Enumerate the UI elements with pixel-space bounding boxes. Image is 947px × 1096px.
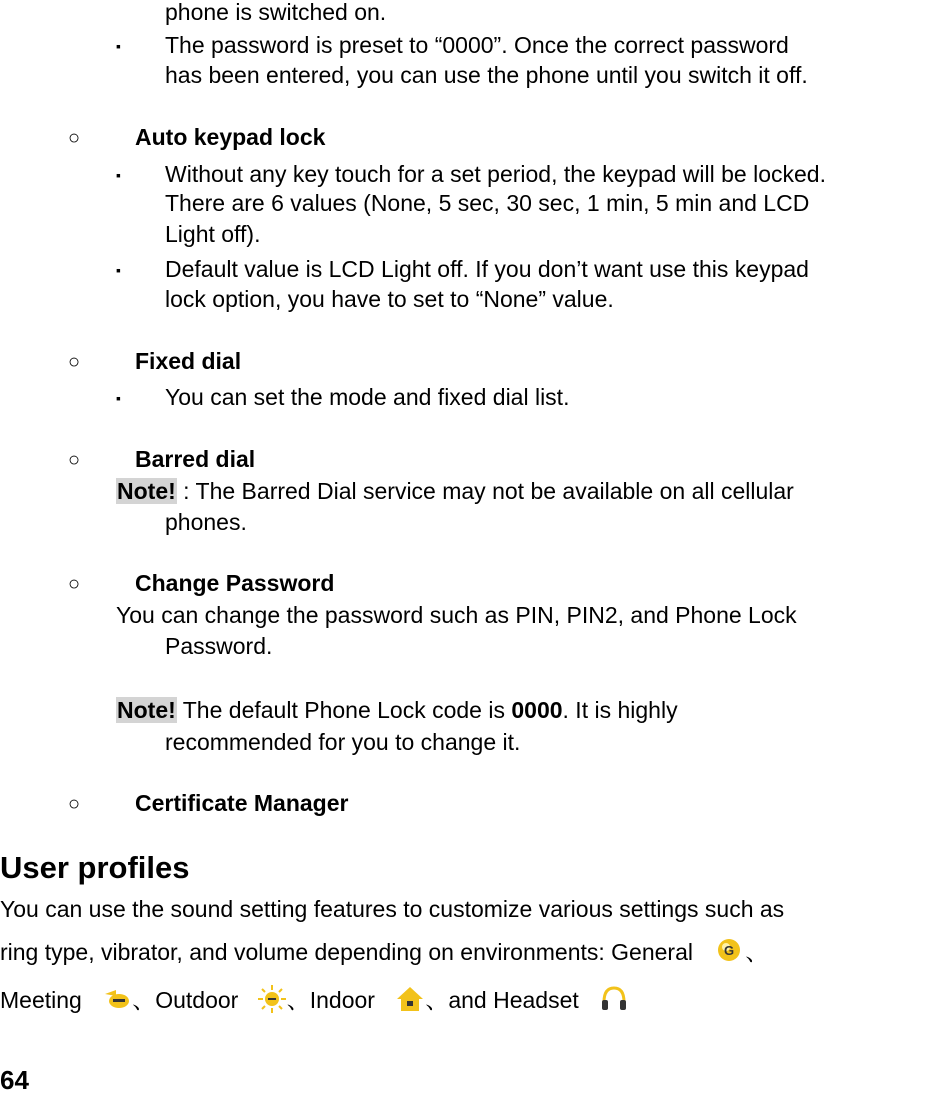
auto-keypad-lock-bullet-1-line-3: Light off). xyxy=(165,221,261,247)
headset-label: and Headset xyxy=(448,987,579,1013)
svg-text:G: G xyxy=(724,943,735,958)
square-bullet-icon: ▪ xyxy=(116,38,121,54)
circle-bullet-icon: ○ xyxy=(68,793,81,815)
barred-dial-heading: Barred dial xyxy=(135,446,256,472)
indoor-label: Indoor xyxy=(309,987,375,1013)
certificate-manager-heading: Certificate Manager xyxy=(135,790,349,816)
note-label: Note! xyxy=(117,697,176,723)
meeting-label: Meeting xyxy=(0,987,82,1013)
barred-dial-note-text: : The Barred Dial service may not be available on all cellular xyxy=(176,478,794,504)
password-bullet-line-1: The password is preset to “0000”. Once the correct password xyxy=(165,32,789,58)
fixed-dial-heading: Fixed dial xyxy=(135,348,242,374)
change-password-line-1: You can change the password such as PIN, PIN2, and Phone Lock xyxy=(116,602,797,628)
change-password-heading: Change Password xyxy=(135,570,335,596)
outdoor-sun-icon xyxy=(257,984,287,1014)
outdoor-label: Outdoor xyxy=(155,987,239,1013)
separator: 、 xyxy=(425,987,449,1013)
square-bullet-icon: ▪ xyxy=(116,167,121,183)
change-password-note-line-1 xyxy=(116,696,678,724)
meeting-profile-icon xyxy=(102,984,132,1014)
auto-keypad-lock-bullet-1-line-2: There are 6 values (None, 5 sec, 30 sec, 1 min, 5 min and LCD xyxy=(165,190,810,216)
circle-bullet-icon: ○ xyxy=(68,127,81,149)
auto-keypad-lock-bullet-2-line-1: Default value is LCD Light off. If you don’t want use this keypad xyxy=(165,256,809,282)
headset-icon xyxy=(599,984,629,1014)
auto-keypad-lock-bullet-1-line-1: Without any key touch for a set period, the keypad will be locked. xyxy=(165,161,826,187)
circle-bullet-icon: ○ xyxy=(68,449,81,471)
indoor-house-icon xyxy=(395,984,425,1014)
square-bullet-icon: ▪ xyxy=(116,390,121,406)
square-bullet-icon: ▪ xyxy=(116,262,121,278)
change-password-note-after: . It is highly xyxy=(562,697,678,723)
phone-lock-code: 0000 xyxy=(511,697,563,723)
page-number: 64 xyxy=(0,1065,29,1095)
separator: 、 xyxy=(286,987,310,1013)
circle-bullet-icon: ○ xyxy=(68,351,81,373)
password-bullet-line-2: has been entered, you can use the phone until you switch it off. xyxy=(165,62,808,88)
user-profiles-line-2-text: ring type, vibrator, and volume depending on environments: General xyxy=(0,939,693,965)
password-continuation-line: phone is switched on. xyxy=(165,0,387,25)
separator: 、 xyxy=(132,987,156,1013)
change-password-line-2: Password. xyxy=(165,633,273,659)
auto-keypad-lock-heading: Auto keypad lock xyxy=(135,124,326,150)
separator: 、 xyxy=(745,939,769,965)
auto-keypad-lock-bullet-2-line-2: lock option, you have to set to “None” value. xyxy=(165,286,614,312)
fixed-dial-bullet: You can set the mode and fixed dial list. xyxy=(165,384,570,410)
change-password-note-before: The default Phone Lock code is xyxy=(176,697,512,723)
note-label: Note! xyxy=(117,478,176,504)
general-profile-icon xyxy=(713,936,745,966)
user-profiles-line-1: You can use the sound setting features to customize various settings such as xyxy=(0,896,785,922)
user-profiles-line-3 xyxy=(0,984,629,1014)
barred-dial-note-line-1 xyxy=(116,477,794,505)
barred-dial-note-line-2: phones. xyxy=(165,509,247,535)
change-password-note-line-2: recommended for you to change it. xyxy=(165,729,521,755)
user-profiles-line-2 xyxy=(0,936,768,966)
circle-bullet-icon: ○ xyxy=(68,573,81,595)
user-profiles-title: User profiles xyxy=(0,850,190,885)
